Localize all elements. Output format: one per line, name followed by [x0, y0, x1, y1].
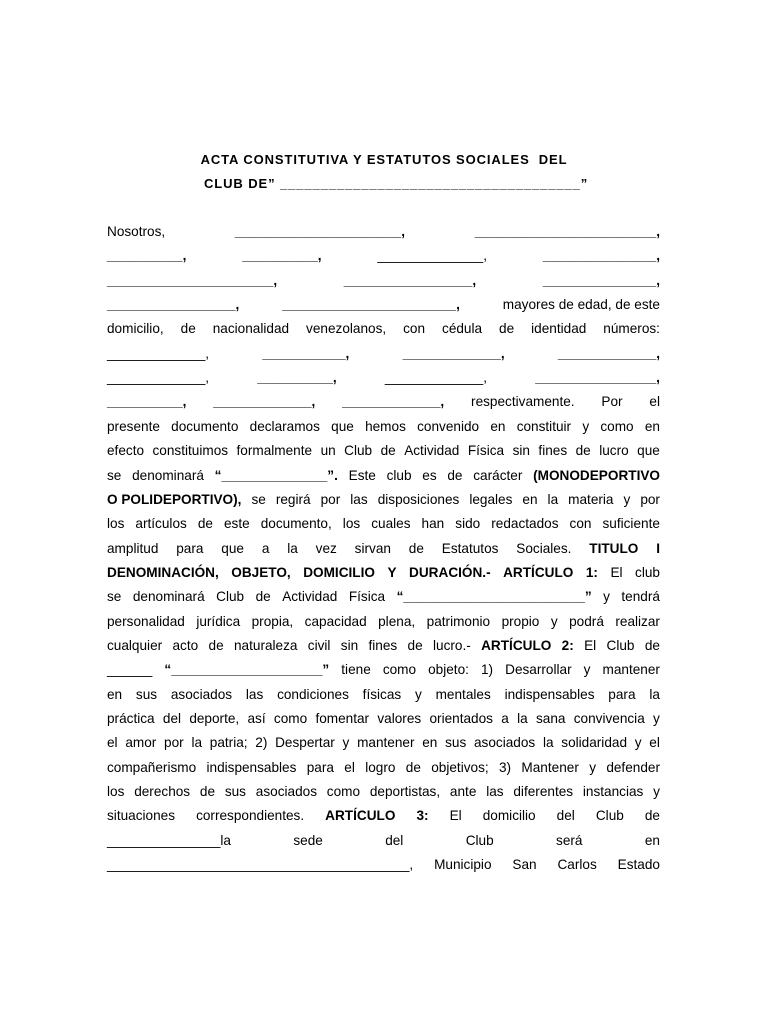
- body-word: de: [408, 540, 424, 556]
- body-word: asociados: [255, 784, 317, 800]
- body-word: podrá: [569, 613, 604, 629]
- body-line: [107, 244, 660, 268]
- body-line: [107, 634, 660, 658]
- body-word: se: [107, 467, 122, 483]
- body-word: Club: [465, 832, 494, 848]
- body-word: práctica: [107, 711, 155, 726]
- body-line: [107, 488, 660, 512]
- body-word: situaciones: [107, 808, 176, 824]
- body-line: [107, 658, 660, 682]
- body-word: ______: [107, 662, 153, 678]
- body-word: el: [344, 759, 355, 775]
- body-word: valores: [377, 711, 422, 726]
- body-line: [107, 683, 660, 707]
- body-word: los: [342, 516, 361, 532]
- body-word: los: [107, 784, 125, 800]
- body-word: en: [490, 418, 506, 434]
- body-word: documento,: [260, 516, 332, 532]
- body-word: DURACIÓN.-: [409, 564, 491, 580]
- body-word: en: [644, 418, 660, 434]
- body-word: “______________”.: [214, 467, 338, 483]
- body-word: (MONODEPORTIVO: [533, 467, 660, 483]
- body-word: _____________,: [213, 394, 316, 410]
- body-line: [107, 464, 660, 488]
- body-word: de: [447, 467, 463, 483]
- body-word: legales: [469, 491, 513, 507]
- body-line: [107, 366, 660, 390]
- body-line: [107, 439, 660, 463]
- body-word: acto: [172, 637, 199, 653]
- body-word: Física: [348, 589, 386, 605]
- body-word: 2:: [561, 637, 574, 653]
- body-word: capacidad: [304, 613, 367, 629]
- body-word: constituimos: [152, 443, 229, 459]
- body-word: sede: [293, 832, 323, 848]
- body-word: la: [547, 491, 559, 507]
- body-word: de: [380, 443, 396, 459]
- body-word: condiciones: [277, 686, 349, 702]
- body-word: respectivamente.: [471, 394, 575, 410]
- body-line: [107, 390, 660, 414]
- body-word: Actividad: [282, 589, 338, 605]
- body-word: tendrá: [621, 589, 660, 605]
- body-word: _____________,: [342, 394, 445, 410]
- body-word: la: [649, 686, 660, 702]
- body-word: _____________,: [402, 345, 505, 361]
- body-word: defender: [606, 759, 660, 775]
- body-line: [107, 610, 660, 634]
- body-line: [107, 707, 660, 731]
- body-word: para: [608, 686, 636, 702]
- body-word: O POLIDEPORTIVO),: [107, 491, 242, 507]
- body-word: asociados: [473, 735, 536, 751]
- body-word: El: [449, 808, 462, 824]
- body-word: mentales: [435, 686, 491, 702]
- body-word: ___________,: [262, 345, 350, 361]
- body-word: Mantener: [521, 759, 579, 775]
- body-word: las: [245, 686, 264, 702]
- body-word: convenido: [417, 418, 480, 434]
- body-word: presente: [107, 418, 160, 434]
- body-word: sirvan: [354, 540, 391, 556]
- body-word: _____________,: [557, 345, 660, 361]
- body-line: [107, 293, 660, 317]
- body-word: Este: [348, 467, 376, 483]
- body-word: compañerismo: [107, 759, 197, 775]
- body-word: la: [542, 735, 554, 751]
- body-line: [107, 829, 660, 853]
- body-word: sus: [135, 686, 158, 702]
- body-word: para: [176, 540, 204, 556]
- body-word: club: [386, 467, 412, 483]
- body-word: el: [649, 735, 660, 751]
- body-word: _______________la: [107, 832, 231, 848]
- body-word: las: [350, 491, 368, 507]
- body-word: El: [610, 564, 623, 580]
- body-line: [107, 220, 660, 244]
- body-word: en: [107, 686, 123, 702]
- document-title-line-2: CLUB DE” _____________________________________”: [204, 176, 589, 191]
- body-word: y: [583, 662, 591, 678]
- body-word: orientados: [429, 711, 493, 726]
- body-word: de: [199, 784, 216, 800]
- body-word: fines: [368, 637, 398, 653]
- body-word: propia,: [251, 613, 294, 629]
- body-word: de: [405, 759, 421, 775]
- body-word: amor: [125, 735, 157, 751]
- body-word: de: [255, 589, 271, 605]
- body-word: patria;: [209, 735, 248, 751]
- body-word: constituir: [516, 418, 572, 434]
- body-word: fomentar: [315, 711, 370, 726]
- body-word: deportistas,: [369, 784, 441, 800]
- body-word: deporte,: [189, 711, 240, 726]
- body-word: ARTÍCULO: [325, 808, 396, 824]
- body-word: propio: [501, 613, 540, 629]
- body-word: sus: [445, 735, 467, 751]
- body-word: artículos: [135, 516, 187, 532]
- body-word: DENOMINACIÓN,: [107, 564, 219, 580]
- body-word: la: [517, 711, 528, 726]
- body-word: Estado: [617, 857, 660, 873]
- body-word: la: [191, 735, 203, 751]
- body-word: Club: [606, 637, 635, 653]
- body-word: patrimonio: [426, 613, 491, 629]
- body-word: Club: [595, 808, 624, 824]
- body-word: sin: [512, 443, 530, 459]
- body-word: “________________________”: [396, 589, 592, 605]
- body-word: correspondientes.: [196, 808, 305, 824]
- body-word: cuales: [371, 516, 411, 532]
- body-word: y: [603, 589, 610, 605]
- body-word: ______________________,: [234, 224, 406, 239]
- body-word: club: [635, 564, 660, 580]
- body-word: con: [403, 321, 426, 337]
- body-word: TITULO: [589, 540, 639, 556]
- body-word: y: [634, 735, 642, 751]
- body-word: DOMICILIO: [303, 564, 375, 580]
- body-word: naturaleza: [233, 637, 298, 653]
- body-word: __________,: [242, 248, 322, 264]
- body-line: [107, 269, 660, 293]
- body-line: [107, 537, 660, 561]
- body-line: [107, 585, 660, 609]
- body-word: Por: [601, 394, 623, 410]
- body-word: suficiente: [602, 516, 660, 532]
- body-word: declaramos: [249, 418, 320, 434]
- body-word: el: [649, 394, 660, 410]
- body-word: Actividad: [404, 443, 460, 459]
- body-word: ________________,: [535, 370, 660, 386]
- body-word: con: [569, 516, 592, 532]
- body-word: “____________________”: [164, 662, 330, 678]
- body-word: indispensables: [206, 759, 297, 775]
- body-line: [107, 731, 660, 755]
- body-line: [107, 561, 660, 585]
- body-word: solidaridad: [561, 735, 628, 751]
- body-word: como: [273, 711, 308, 726]
- body-word: a: [261, 540, 270, 556]
- body-word: objetivos;: [431, 759, 489, 775]
- body-word: y: [342, 735, 350, 751]
- body-word: ARTÍCULO: [481, 637, 552, 653]
- body-word: nacionalidad: [212, 321, 290, 337]
- body-word: _________________,: [107, 297, 240, 313]
- body-word: venezolanos,: [306, 321, 387, 337]
- body-word: a: [501, 711, 509, 726]
- body-word: 1:: [585, 564, 598, 580]
- body-line: [107, 853, 660, 877]
- body-word: por: [640, 491, 660, 507]
- body-word: que: [331, 418, 354, 434]
- body-line: [107, 780, 660, 804]
- body-word: Municipio: [434, 857, 492, 873]
- body-word: así: [247, 711, 266, 726]
- body-word: San: [512, 857, 537, 873]
- body-word: que: [221, 540, 244, 556]
- body-word: Sociales.: [516, 540, 572, 556]
- body-word: del: [162, 711, 182, 726]
- body-word: logro: [365, 759, 396, 775]
- body-word: cualquier: [107, 637, 163, 653]
- body-word: El: [584, 637, 597, 653]
- body-word: del: [385, 832, 404, 848]
- body-line: [107, 317, 660, 341]
- body-line: [107, 512, 660, 536]
- body-word: sus: [224, 784, 246, 800]
- body-word: documento: [171, 418, 239, 434]
- body-word: físicas: [362, 686, 402, 702]
- body-word: _______________________,: [282, 297, 460, 313]
- body-word: objeto:: [428, 662, 469, 678]
- body-word: ________________________,: [474, 224, 660, 239]
- body-word: ______________,: [377, 248, 487, 264]
- body-word: como: [382, 662, 417, 678]
- body-word: Física: [467, 443, 505, 459]
- body-word: las: [486, 784, 504, 800]
- body-word: ______________________,: [107, 272, 278, 288]
- body-word: 3): [499, 759, 512, 775]
- body-word: diferentes: [513, 784, 574, 800]
- body-word: será: [556, 832, 583, 848]
- body-word: la: [287, 540, 298, 556]
- body-word: ARTÍCULO: [503, 564, 574, 580]
- body-word: amplitud: [107, 540, 159, 556]
- body-word: Carlos: [557, 857, 597, 873]
- body-word: por: [320, 491, 341, 507]
- body-word: el: [107, 735, 118, 751]
- body-word: y: [653, 784, 660, 800]
- body-word: y: [582, 418, 590, 434]
- body-word: jurídica: [196, 613, 241, 629]
- body-word: personalidad: [107, 613, 185, 629]
- body-word: _________________,: [343, 272, 477, 288]
- body-word: de: [208, 637, 224, 653]
- body-word: de: [644, 808, 660, 824]
- body-word: que: [637, 443, 660, 459]
- body-line: [107, 342, 660, 366]
- body-word: cédula: [442, 321, 483, 337]
- body-word: como: [326, 784, 361, 800]
- body-word: han: [421, 516, 445, 532]
- body-word: los: [107, 516, 125, 532]
- body-word: mantener: [602, 662, 660, 678]
- body-word: sido: [455, 516, 481, 532]
- body-word: de: [180, 321, 196, 337]
- body-word: Club: [344, 443, 373, 459]
- body-word: convivencia: [573, 711, 645, 726]
- body-word: Estatutos: [441, 540, 499, 556]
- body-word: ante: [449, 784, 477, 800]
- body-word: __________,: [107, 394, 187, 410]
- body-word: ________________________________________,: [107, 857, 414, 873]
- body-word: 2): [255, 735, 268, 751]
- body-word: mayores de edad, de este: [502, 297, 660, 313]
- body-word: identidad: [531, 321, 587, 337]
- body-word: números:: [603, 321, 660, 337]
- body-word: asociados: [170, 686, 233, 702]
- body-word: civil: [307, 637, 331, 653]
- body-word: regirá: [275, 491, 311, 507]
- body-word: hemos: [365, 418, 406, 434]
- body-word: este: [223, 516, 250, 532]
- body-word: __________,: [257, 370, 337, 386]
- body-word: un: [320, 443, 336, 459]
- body-word: carácter: [473, 467, 523, 483]
- body-word: 1): [480, 662, 494, 678]
- body-word: derechos: [134, 784, 191, 800]
- body-word: instancias: [582, 784, 644, 800]
- body-word: Club: [216, 589, 245, 605]
- body-word: del: [556, 808, 575, 824]
- body-word: _______________,: [542, 248, 660, 264]
- body-word: y: [653, 711, 660, 726]
- body-word: tiene: [341, 662, 371, 678]
- body-word: denominará: [132, 467, 204, 483]
- body-word: Y: [387, 564, 397, 580]
- body-word: sin: [340, 637, 359, 653]
- body-word: Nosotros,: [107, 224, 166, 239]
- body-word: como: [600, 418, 634, 434]
- body-word: se: [251, 491, 266, 507]
- body-word: plena,: [378, 613, 416, 629]
- body-line: [107, 756, 660, 780]
- body-word: I: [656, 540, 660, 556]
- body-word: se: [107, 589, 122, 605]
- body-word: lucro: [599, 443, 629, 459]
- body-word: Despertar: [275, 735, 335, 751]
- body-word: y: [415, 686, 422, 702]
- body-word: formalmente: [236, 443, 313, 459]
- body-word: de: [575, 443, 591, 459]
- body-word: y: [589, 759, 596, 775]
- body-word: indispensables: [504, 686, 595, 702]
- body-line: [107, 415, 660, 439]
- body-word: lucro.-: [433, 637, 471, 653]
- body-word: fines: [538, 443, 568, 459]
- body-word: de: [197, 516, 213, 532]
- body-word: redactados: [491, 516, 559, 532]
- body-word: _____________,: [107, 345, 210, 361]
- body-word: domicilio: [482, 808, 536, 824]
- body-word: disposiciones: [377, 491, 460, 507]
- body-word: 3:: [416, 808, 429, 824]
- document-title-line-1: ACTA CONSTITUTIVA Y ESTATUTOS SOCIALES DEL: [200, 152, 568, 167]
- body-word: por: [164, 735, 184, 751]
- body-word: __________,: [107, 248, 187, 264]
- body-word: domicilio,: [107, 321, 164, 337]
- body-word: de: [499, 321, 515, 337]
- body-word: denominará: [132, 589, 205, 605]
- body-word: vez: [315, 540, 337, 556]
- body-word: realizar: [615, 613, 660, 629]
- body-word: _____________,: [384, 370, 487, 386]
- body-word: _____________,: [107, 370, 210, 386]
- body-word: OBJETO,: [231, 564, 291, 580]
- body-word: en: [522, 491, 538, 507]
- body-word: sana: [535, 711, 566, 726]
- body-word: para: [306, 759, 334, 775]
- body-word: y: [623, 491, 631, 507]
- body-word: en: [422, 735, 438, 751]
- body-word: y: [550, 613, 558, 629]
- body-word: en: [644, 832, 660, 848]
- body-word: de: [644, 637, 660, 653]
- body-word: efecto: [107, 443, 145, 459]
- body-word: _______________,: [542, 272, 660, 288]
- body-word: de: [407, 637, 423, 653]
- body-word: materia: [568, 491, 614, 507]
- body-word: Desarrollar: [505, 662, 572, 678]
- body-line: [107, 804, 660, 828]
- body-word: mantener: [357, 735, 415, 751]
- body-word: es: [422, 467, 437, 483]
